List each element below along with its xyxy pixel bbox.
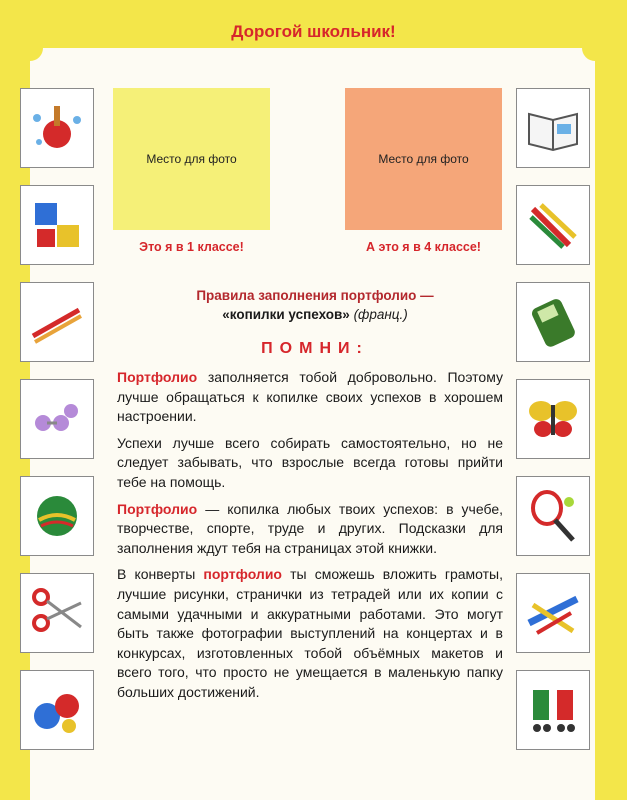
ribbons-icon (516, 573, 590, 653)
paragraph-text: заполняется тобой добровольно. Поэтому лучше обращаться к копилке своих успехов в хорошем настроении. (117, 369, 503, 425)
rules-heading-note: (франц.) (353, 307, 408, 322)
photo-caption-grade1: Это я в 1 классе! (139, 240, 244, 254)
paragraph (117, 500, 503, 559)
sheet-corner (17, 35, 43, 61)
paragraph-text: — копилка любых твоих успехов: в учебе, творчестве, спорте, труде и других. Подсказки для заполнения ждут тебя на страницах этой книжки. (117, 500, 503, 556)
photo-caption-grade4: А это я в 4 классе! (366, 240, 481, 254)
highlight-term: Портфолио (117, 500, 198, 517)
sheet-corner (582, 35, 608, 61)
ball-icon (20, 476, 94, 556)
paragraph (117, 368, 503, 427)
roller-skates-icon (516, 670, 590, 750)
body-text (117, 368, 503, 710)
page-title: Дорогой школьник! (231, 22, 396, 41)
rules-heading-line1: Правила заполнения портфолио — (196, 288, 434, 303)
photo-placeholder-grade1[interactable] (113, 88, 270, 230)
paragraph (117, 434, 503, 493)
dumbbells-icon (20, 379, 94, 459)
paragraph-text: Успехи лучше всего собирать самостоятельно, но не следует забывать, что взрослые всегда готовы прийти тебе на помощь. (117, 434, 503, 490)
open-book-icon (516, 88, 590, 168)
skis-icon (20, 282, 94, 362)
remember-heading: ПОМНИ: (261, 340, 369, 357)
alphabet-blocks-icon (20, 185, 94, 265)
photo-placeholder-text: Место для фото (146, 152, 237, 166)
paragraph-text: В конверты (117, 566, 204, 583)
right-icon-column (516, 88, 590, 767)
butterfly-icon (516, 379, 590, 459)
photo-placeholder-text: Место для фото (378, 152, 469, 166)
pencils-icon (516, 185, 590, 265)
paragraph-text: ты сможешь вложить грамоты, лучшие рисунки, странички из тетрадей или их копии с самыми удачными и аккуратными работами. Это могут быть также фотографии выступлений на концертах и в конкурсах, изготовленных тобой объёмных макетов и всего того, что просто не умещается в маленькую папку больших достижений. (117, 566, 504, 700)
photo-placeholder-grade4[interactable] (345, 88, 502, 230)
rules-heading (100, 286, 530, 324)
left-icon-column (20, 88, 94, 767)
highlight-term: портфолио (203, 566, 282, 583)
tennis-racket-icon (516, 476, 590, 556)
sports-balls-icon (20, 670, 94, 750)
scissors-icon (20, 573, 94, 653)
toy-top-icon (20, 88, 94, 168)
paragraph (117, 565, 503, 702)
rules-heading-term: «копилки успехов» (222, 307, 350, 322)
rules-heading-line2 (100, 305, 530, 324)
highlight-term: Портфолио (117, 369, 198, 385)
